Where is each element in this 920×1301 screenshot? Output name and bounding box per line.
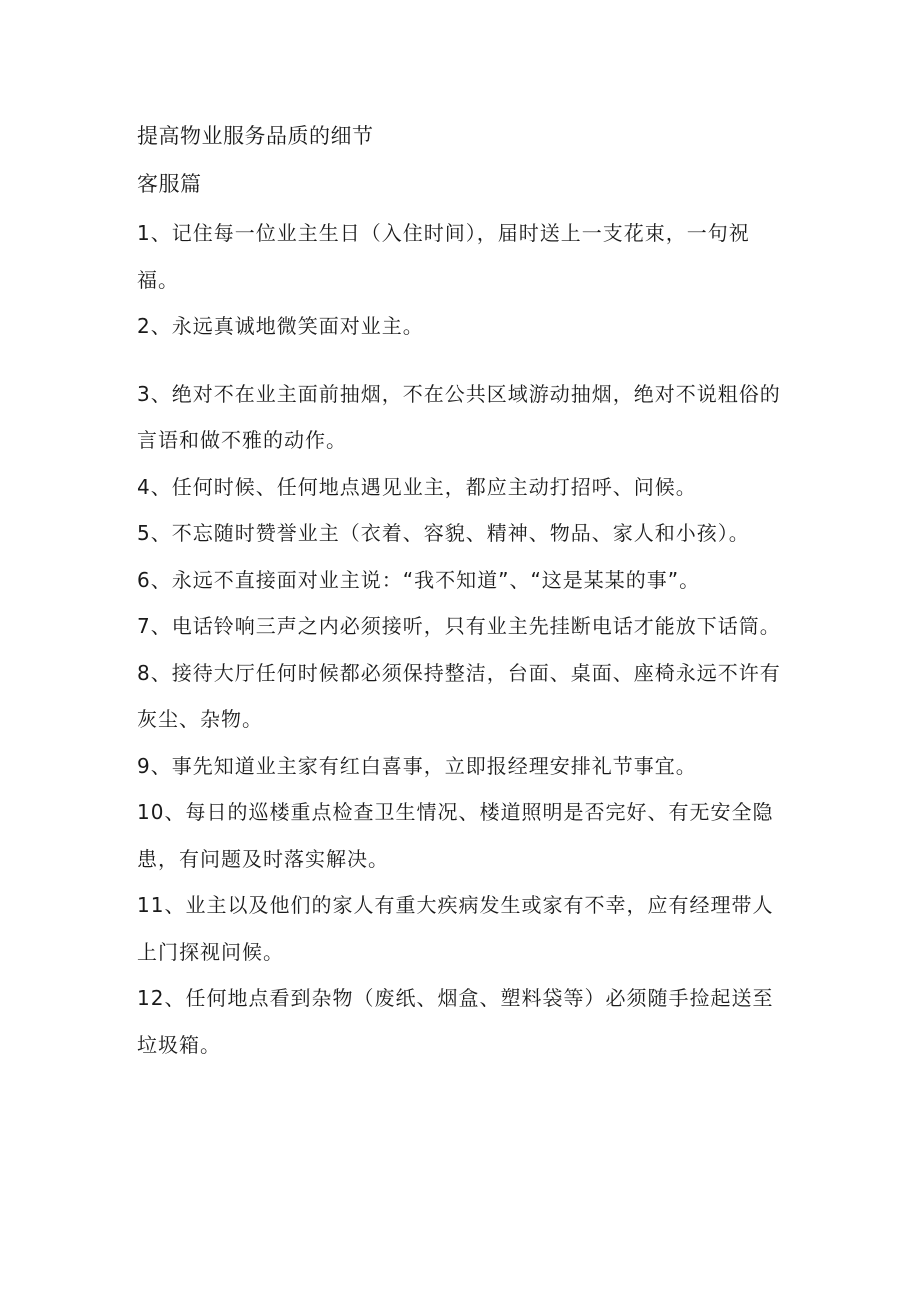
list-item-4: 4、任何时候、任何地点遇见业主，都应主动打招呼、问候。 [137,474,697,499]
list-item-2: 2、永远真诚地微笑面对业主。 [137,314,424,338]
list-item-8: 8、接待大厅任何时候都必须保持整洁，台面、桌面、座椅永远不许有灰尘、杂物。 [137,660,781,731]
list-item-1: 1、记住每一位业主生日（入住时间），届时送上一支花束，一句祝福。 [137,221,750,292]
list-item-12: 12、任何地点看到杂物（废纸、烟盒、塑料袋等）必须随手捡起送至垃圾箱。 [137,986,774,1057]
list-item-3: 3、绝对不在业主面前抽烟，不在公共区域游动抽烟，绝对不说粗俗的言语和做不雅的动作。 [137,381,781,452]
list-item-7: 7、电话铃响三声之内必须接听，只有业主先挂断电话才能放下话筒。 [137,614,781,638]
section-heading: 客服篇 [137,172,202,196]
document-body [137,112,787,1068]
list-item-5: 5、不忘随时赞誉业主（衣着、容貌、精神、物品、家人和小孩）。 [137,521,750,545]
list-item-10: 10、每日的巡楼重点检查卫生情况、楼道照明是否完好、有无安全隐患，有问题及时落实解决。 [137,800,774,871]
list-item-6: 6、永远不直接面对业主说：“我不知道”、“这是某某的事”。 [137,567,701,592]
list-item-11: 11、业主以及他们的家人有重大疾病发生或家有不幸，应有经理带人上门探视问候。 [137,893,774,964]
list-item-9: 9、事先知道业主家有红白喜事，立即报经理安排礼节事宜。 [137,753,697,778]
document-title: 提高物业服务品质的细节 [137,124,374,148]
